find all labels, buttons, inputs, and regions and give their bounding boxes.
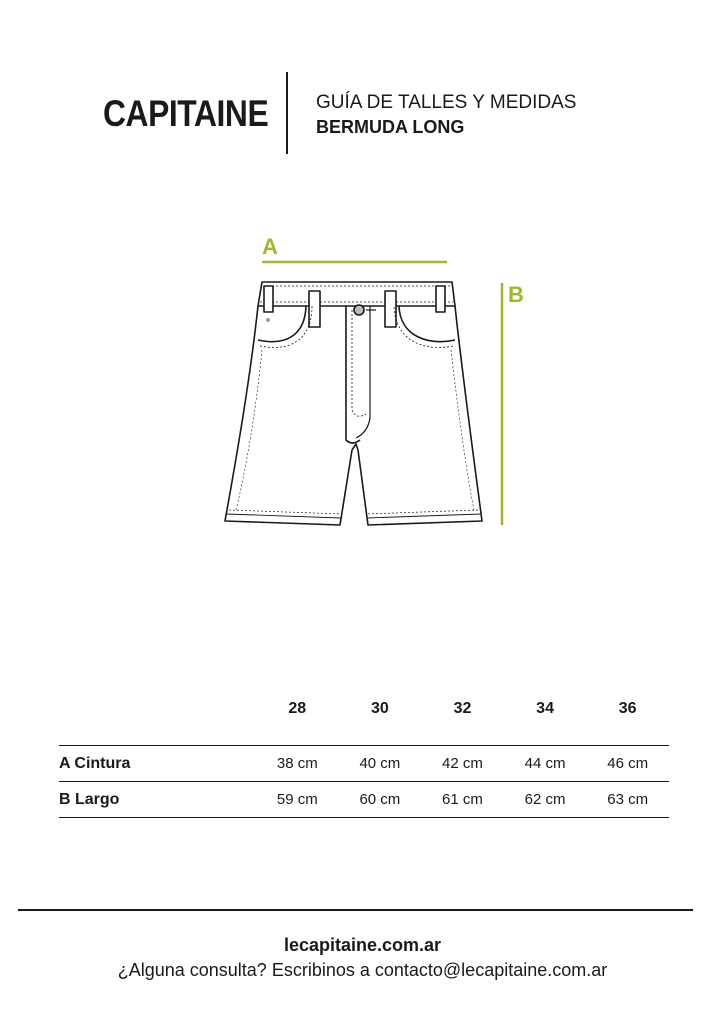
table-cell: 46 cm [586, 746, 669, 782]
size-header: 30 [339, 690, 422, 746]
measure-b-label: B [508, 282, 524, 307]
website-link[interactable]: lecapitaine.com.ar [283, 935, 442, 955]
contact-text[interactable]: ¿Alguna consulta? Escribinos a contacto@lecapitaine.com.ar [117, 960, 608, 980]
size-header-empty [59, 690, 256, 746]
product-name: BERMUDA LONG [316, 117, 465, 137]
measure-a-label: A [262, 234, 278, 259]
table-cell: 44 cm [504, 746, 587, 782]
footer-divider [18, 909, 693, 911]
table-cell: 38 cm [256, 746, 339, 782]
size-header: 36 [586, 690, 669, 746]
size-header-row [59, 690, 669, 746]
brand-logo: CAPITAINE [103, 93, 269, 134]
table-cell: 63 cm [586, 782, 669, 818]
row-label: B Largo [59, 782, 256, 818]
row-label: A Cintura [59, 746, 256, 782]
size-header: 34 [504, 690, 587, 746]
guide-title: GUÍA DE TALLES Y MEDIDAS [316, 92, 577, 113]
table-cell: 59 cm [256, 782, 339, 818]
table-cell: 61 cm [421, 782, 504, 818]
table-cell: 60 cm [339, 782, 422, 818]
table-cell: 42 cm [421, 746, 504, 782]
table-cell: 62 cm [504, 782, 587, 818]
table-cell: 40 cm [339, 746, 422, 782]
table-row [59, 746, 669, 782]
size-header: 28 [256, 690, 339, 746]
shorts-outline [225, 282, 482, 525]
size-table [59, 690, 669, 818]
table-row [59, 782, 669, 818]
size-header: 32 [421, 690, 504, 746]
